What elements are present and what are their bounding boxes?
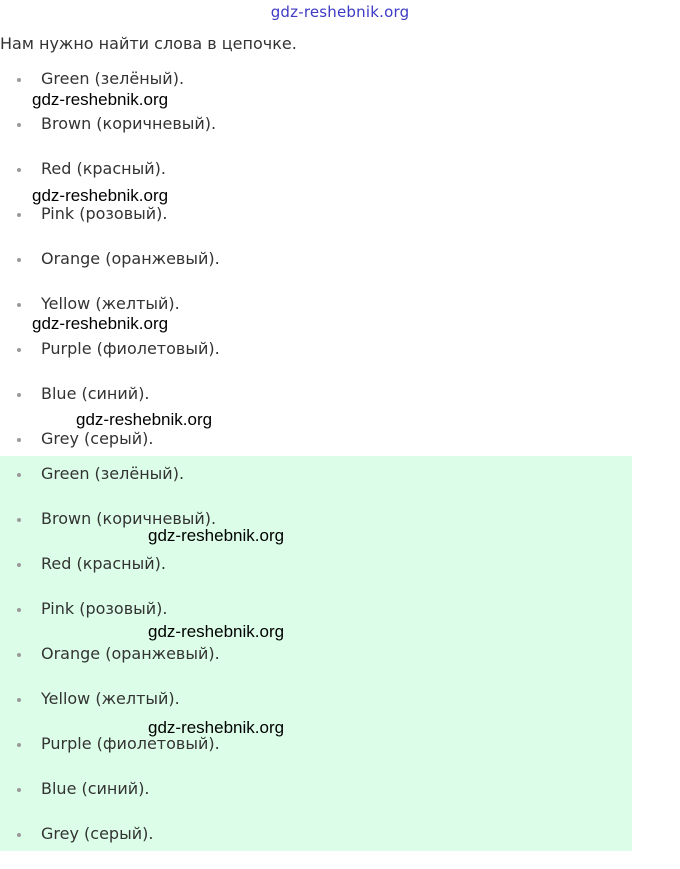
list-item-text: Purple (фиолетовый). — [41, 339, 220, 358]
list-item-text: Green (зелёный). — [41, 69, 185, 88]
bullet-icon — [17, 563, 21, 567]
bullet-icon — [17, 123, 21, 127]
list-item-text: Grey (серый). — [41, 429, 154, 448]
list-item-text: Yellow (желтый). — [41, 689, 180, 708]
bullet-icon — [17, 438, 21, 442]
bullet-icon — [17, 788, 21, 792]
bullet-icon — [17, 608, 21, 612]
bullet-icon — [17, 78, 21, 82]
bullet-icon — [17, 518, 21, 522]
watermark: gdz-reshebnik.org — [148, 622, 285, 641]
list-item-text: Brown (коричневый). — [41, 114, 217, 133]
bullet-icon — [17, 473, 21, 477]
watermark: gdz-reshebnik.org — [148, 526, 285, 545]
intro-text: Нам нужно найти слова в цепочке. — [0, 34, 297, 53]
watermark: gdz-reshebnik.org — [32, 186, 169, 205]
list-item-text: Purple (фиолетовый). — [41, 734, 220, 753]
list-item-text: Blue (синий). — [41, 779, 150, 798]
bullet-icon — [17, 213, 21, 217]
list-item-text: Orange (оранжевый). — [41, 249, 220, 268]
list-item-text: Pink (розовый). — [41, 204, 168, 223]
list-item-text: Red (красный). — [41, 554, 166, 573]
bullet-icon — [17, 833, 21, 837]
header-watermark: gdz-reshebnik.org — [270, 3, 410, 21]
list-item-text: Brown (коричневый). — [41, 509, 217, 528]
list-item-text: Green (зелёный). — [41, 464, 185, 483]
list-item-text: Red (красный). — [41, 159, 166, 178]
watermark: gdz-reshebnik.org — [32, 314, 169, 333]
bullet-icon — [17, 168, 21, 172]
watermark: gdz-reshebnik.org — [76, 410, 213, 429]
bullet-icon — [17, 743, 21, 747]
bullet-icon — [17, 348, 21, 352]
list-item-text: Grey (серый). — [41, 824, 154, 843]
bullet-icon — [17, 258, 21, 262]
list-item-text: Blue (синий). — [41, 384, 150, 403]
bullet-icon — [17, 303, 21, 307]
bullet-icon — [17, 698, 21, 702]
list-item-text: Yellow (желтый). — [41, 294, 180, 313]
watermark: gdz-reshebnik.org — [148, 718, 285, 737]
list-item-text: Orange (оранжевый). — [41, 644, 220, 663]
list-item-text: Pink (розовый). — [41, 599, 168, 618]
watermark: gdz-reshebnik.org — [32, 90, 169, 109]
bullet-icon — [17, 393, 21, 397]
bullet-icon — [17, 653, 21, 657]
